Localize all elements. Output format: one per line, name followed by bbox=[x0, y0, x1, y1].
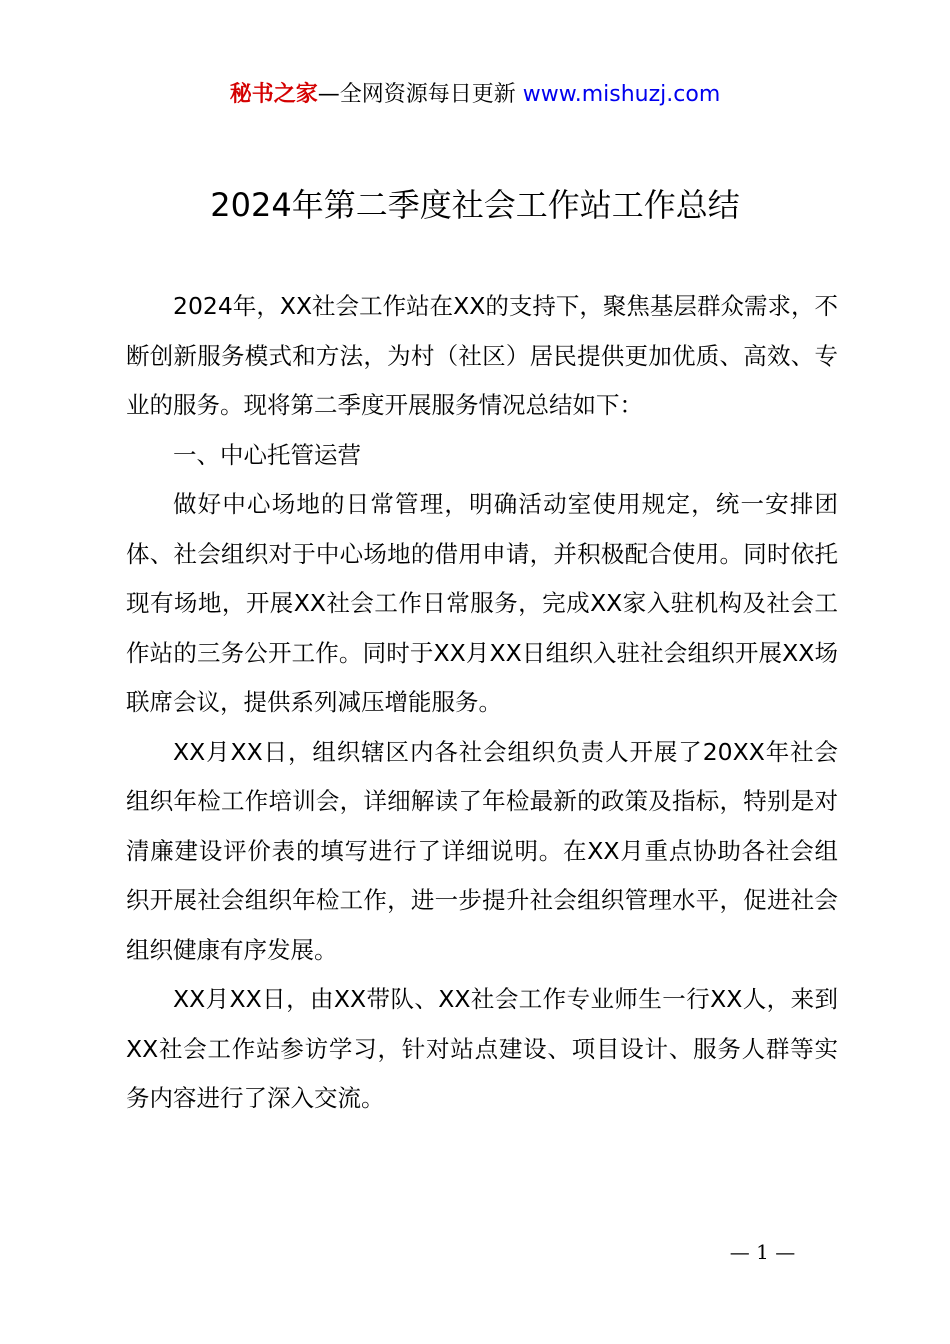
body-paragraph: XX月XX日，组织辖区内各社会组织负责人开展了20XX年社会组织年检工作培训会，详细解读了年检最新的政策及指标，特别是对清廉建设评价表的填写进行了详细说明。在XX月重点协助各社会组织开展社会组织年检工作，进一步提升社会组织管理水平，促进社会组织健康有序发展。 bbox=[126, 737, 838, 964]
document-title: 2024年第二季度社会工作站工作总结 bbox=[210, 186, 740, 224]
site-url-link[interactable]: www.mishuzj.com bbox=[522, 82, 721, 107]
document-body bbox=[126, 282, 838, 1124]
site-tagline: —全网资源每日更新 bbox=[317, 82, 516, 107]
intro-paragraph: 2024年，XX社会工作站在XX的支持下，聚焦基层群众需求，不断创新服务模式和方法，为村（社区）居民提供更加优质、高效、专业的服务。现将第二季度开展服务情况总结如下： bbox=[126, 292, 838, 419]
site-header bbox=[0, 80, 950, 110]
body-paragraph: 做好中心场地的日常管理，明确活动室使用规定，统一安排团体、社会组织对于中心场地的借用申请，并积极配合使用。同时依托现有场地，开展XX社会工作日常服务，完成XX家入驻机构及社会工作站的三务公开工作。同时于XX月XX日组织入驻社会组织开展XX场联席会议，提供系列减压增能服务。 bbox=[126, 490, 838, 716]
body-paragraph: XX月XX日，由XX带队、XX社会工作专业师生一行XX人，来到XX社会工作站参访学习，针对站点建设、项目设计、服务人群等实务内容进行了深入交流。 bbox=[126, 985, 838, 1112]
page-number: — 1 — bbox=[729, 1240, 796, 1264]
site-brand: 秘书之家 bbox=[229, 82, 318, 107]
section-heading: 一、中心托管运营 bbox=[173, 440, 361, 469]
